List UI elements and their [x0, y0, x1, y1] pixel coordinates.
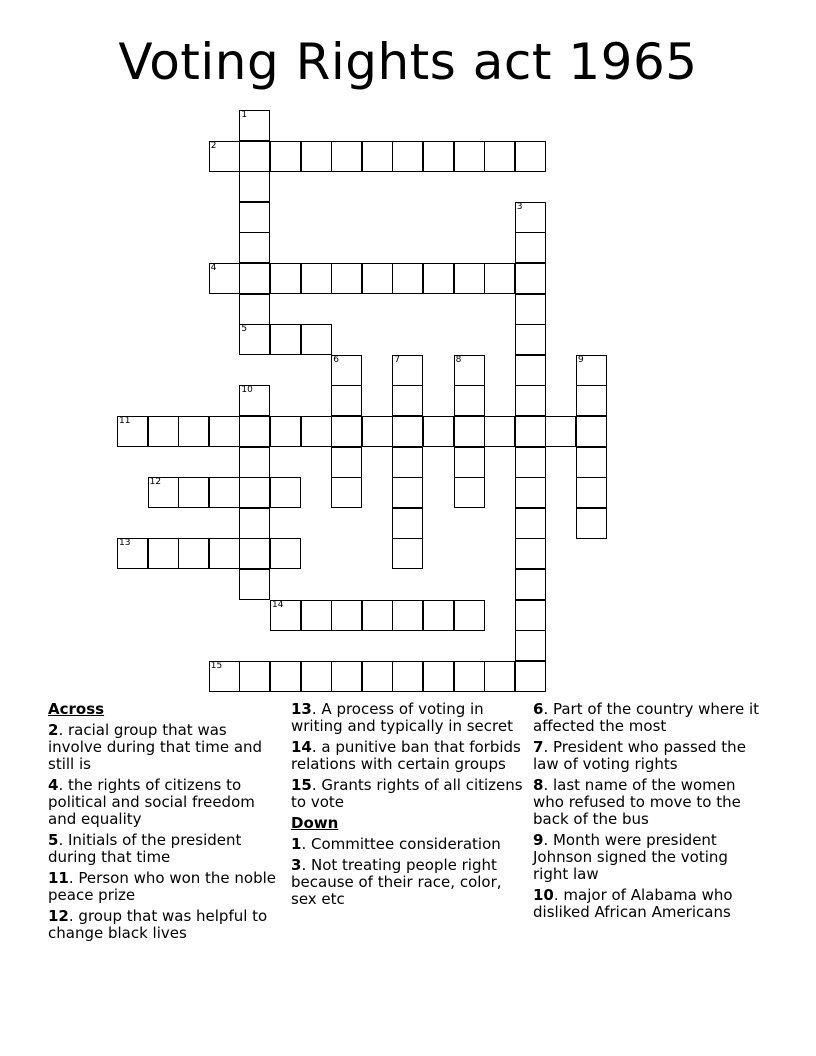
- grid-cell[interactable]: [239, 477, 270, 508]
- grid-cell[interactable]: [576, 508, 607, 539]
- grid-cell[interactable]: [515, 385, 546, 416]
- grid-cell[interactable]: [209, 141, 240, 172]
- grid-cell[interactable]: [148, 538, 179, 569]
- grid-cell[interactable]: [515, 600, 546, 631]
- grid-cell[interactable]: [270, 600, 301, 631]
- grid-cell[interactable]: [239, 232, 270, 263]
- grid-cell[interactable]: [454, 355, 485, 386]
- grid-cell[interactable]: [392, 600, 423, 631]
- page-title: Voting Rights act 1965: [118, 33, 698, 91]
- grid-cell[interactable]: [239, 202, 270, 233]
- clue-number: 2: [210, 140, 217, 151]
- clue-number: 15: [210, 660, 223, 671]
- grid-cell[interactable]: [576, 355, 607, 386]
- clue-number: 12: [149, 477, 162, 488]
- clue-across-4: 4. the rights of citizens to political and social freedom and equality: [48, 776, 255, 828]
- grid-cell[interactable]: [515, 263, 546, 294]
- grid-cell[interactable]: [423, 263, 454, 294]
- grid-cell[interactable]: [454, 600, 485, 631]
- grid-cell[interactable]: [331, 477, 362, 508]
- grid-cell[interactable]: [117, 416, 148, 447]
- grid-cell[interactable]: [331, 661, 362, 692]
- clue-column-1: [48, 701, 280, 946]
- grid-cell[interactable]: [454, 385, 485, 416]
- clue-number: 5: [241, 324, 248, 335]
- grid-cell[interactable]: [515, 232, 546, 263]
- grid-cell[interactable]: [392, 355, 423, 386]
- grid-cell[interactable]: [239, 447, 270, 478]
- grid-cell[interactable]: [239, 661, 270, 692]
- grid-cell[interactable]: [515, 538, 546, 569]
- grid-cell[interactable]: [209, 538, 240, 569]
- grid-cell[interactable]: [362, 600, 393, 631]
- grid-cell[interactable]: [392, 263, 423, 294]
- grid-cell[interactable]: [454, 141, 485, 172]
- grid-cell[interactable]: [270, 141, 301, 172]
- grid-cell[interactable]: [331, 141, 362, 172]
- grid-cell[interactable]: [331, 600, 362, 631]
- grid-cell[interactable]: [392, 447, 423, 478]
- grid-cell[interactable]: [117, 538, 148, 569]
- grid-cell[interactable]: [362, 141, 393, 172]
- clue-across-12: 12. group that was helpful to change black lives: [48, 907, 268, 942]
- grid-cell[interactable]: [545, 416, 576, 447]
- clue-column-2: [291, 701, 523, 912]
- grid-cell[interactable]: [423, 416, 454, 447]
- grid-cell[interactable]: [454, 263, 485, 294]
- clue-across-2: 2. racial group that was involve during that time and still is: [48, 721, 263, 773]
- grid-cell[interactable]: [454, 447, 485, 478]
- grid-cell[interactable]: [270, 263, 301, 294]
- grid-cell[interactable]: [148, 416, 179, 447]
- clue-number: 10: [241, 385, 253, 396]
- grid-cell[interactable]: [423, 600, 454, 631]
- grid-cell[interactable]: [515, 569, 546, 600]
- grid-cell[interactable]: [239, 324, 270, 355]
- grid-cell[interactable]: [270, 477, 301, 508]
- grid-cell[interactable]: [239, 294, 270, 325]
- clue-number: 8: [455, 354, 462, 365]
- grid-cell[interactable]: [362, 661, 393, 692]
- grid-cell[interactable]: [331, 416, 362, 447]
- grid-cell[interactable]: [423, 141, 454, 172]
- grid-cell[interactable]: [331, 263, 362, 294]
- clue-down-7: 7. President who passed the law of voting rights: [533, 738, 746, 773]
- grid-cell[interactable]: [515, 661, 546, 692]
- clue-number: 11: [119, 416, 131, 426]
- grid-cell[interactable]: [392, 416, 423, 447]
- clue-down-8: 8. last name of the women who refused to move to the back of the bus: [533, 776, 741, 828]
- grid-cell[interactable]: [454, 661, 485, 692]
- grid-cell[interactable]: [209, 477, 240, 508]
- grid-cell[interactable]: [392, 508, 423, 539]
- grid-cell[interactable]: [392, 661, 423, 692]
- grid-cell[interactable]: [270, 538, 301, 569]
- clue-number: 14: [272, 599, 284, 610]
- clue-across-5: 5. Initials of the president during that time: [48, 831, 242, 866]
- grid-cell[interactable]: [301, 324, 332, 355]
- clue-across-15: 15. Grants rights of all citizens to vote: [291, 776, 523, 811]
- grid-cell[interactable]: [239, 263, 270, 294]
- grid-cell[interactable]: [515, 508, 546, 539]
- grid-cell[interactable]: [148, 477, 179, 508]
- grid-cell[interactable]: [484, 263, 515, 294]
- grid-cell[interactable]: [178, 477, 209, 508]
- grid-cell[interactable]: [270, 661, 301, 692]
- grid-cell[interactable]: [239, 508, 270, 539]
- clue-down-10: 10. major of Alabama who disliked African Americans: [533, 886, 733, 921]
- grid-cell[interactable]: [362, 263, 393, 294]
- grid-cell[interactable]: [392, 385, 423, 416]
- grid-cell[interactable]: [331, 447, 362, 478]
- grid-cell[interactable]: [239, 385, 270, 416]
- clue-across-14: 14. a punitive ban that forbids relations with certain groups: [291, 738, 521, 773]
- grid-cell[interactable]: [392, 141, 423, 172]
- grid-cell[interactable]: [576, 385, 607, 416]
- grid-cell[interactable]: [331, 385, 362, 416]
- grid-cell[interactable]: [301, 416, 332, 447]
- grid-cell[interactable]: [270, 416, 301, 447]
- grid-cell[interactable]: [209, 416, 240, 447]
- grid-cell[interactable]: [484, 416, 515, 447]
- grid-cell[interactable]: [239, 538, 270, 569]
- grid-cell[interactable]: [392, 538, 423, 569]
- grid-cell[interactable]: [239, 416, 270, 447]
- grid-cell[interactable]: [515, 355, 546, 386]
- grid-cell[interactable]: [301, 263, 332, 294]
- grid-cell[interactable]: [239, 569, 270, 600]
- grid-cell[interactable]: [239, 171, 270, 202]
- grid-cell[interactable]: [576, 416, 607, 447]
- grid-cell[interactable]: [178, 416, 209, 447]
- clue-column-3: [533, 701, 765, 925]
- clue-down-9: 9. Month were president Johnson signed the voting right law: [533, 831, 728, 883]
- clue-down-1: 1. Committee consideration: [291, 835, 501, 853]
- grid-cell[interactable]: [484, 141, 515, 172]
- clue-down-3: 3. Not treating people right because of their race, color, sex etc: [291, 856, 502, 908]
- grid-cell[interactable]: [178, 538, 209, 569]
- clue-number: 13: [119, 538, 131, 549]
- grid-cell[interactable]: [515, 630, 546, 661]
- clue-across-11: 11. Person who won the noble peace prize: [48, 869, 277, 904]
- grid-cell[interactable]: [270, 324, 301, 355]
- grid-cell[interactable]: [484, 661, 515, 692]
- grid-cell[interactable]: [576, 447, 607, 478]
- grid-cell[interactable]: [454, 416, 485, 447]
- grid-cell[interactable]: [209, 661, 240, 692]
- clue-number: 1: [241, 110, 248, 120]
- grid-cell[interactable]: [331, 355, 362, 386]
- grid-cell[interactable]: [301, 141, 332, 172]
- grid-cell[interactable]: [209, 263, 240, 294]
- clue-number: 6: [333, 354, 339, 365]
- clue-across-13: 13. A process of voting in writing and typically in secret: [291, 700, 513, 735]
- grid-cell[interactable]: [423, 661, 454, 692]
- grid-cell[interactable]: [515, 202, 546, 233]
- clue-number: 7: [394, 354, 401, 365]
- clue-number: 3: [516, 201, 523, 212]
- grid-cell[interactable]: [239, 110, 270, 141]
- across-heading: Across: [48, 700, 105, 718]
- clue-number: 9: [578, 354, 584, 365]
- grid-cell[interactable]: [515, 447, 546, 478]
- clue-down-6: 6. Part of the country where it affected the most: [533, 700, 759, 735]
- grid-cell[interactable]: [301, 661, 332, 692]
- grid-cell[interactable]: [515, 324, 546, 355]
- grid-cell[interactable]: [362, 416, 393, 447]
- grid-cell[interactable]: [392, 477, 423, 508]
- grid-cell[interactable]: [515, 141, 546, 172]
- grid-cell[interactable]: [301, 600, 332, 631]
- grid-cell[interactable]: [515, 477, 546, 508]
- grid-cell[interactable]: [515, 416, 546, 447]
- grid-cell[interactable]: [454, 477, 485, 508]
- grid-cell[interactable]: [515, 294, 546, 325]
- clue-number: 4: [210, 263, 217, 273]
- grid-cell[interactable]: [576, 477, 607, 508]
- grid-cell[interactable]: [239, 141, 270, 172]
- down-heading: Down: [291, 814, 339, 832]
